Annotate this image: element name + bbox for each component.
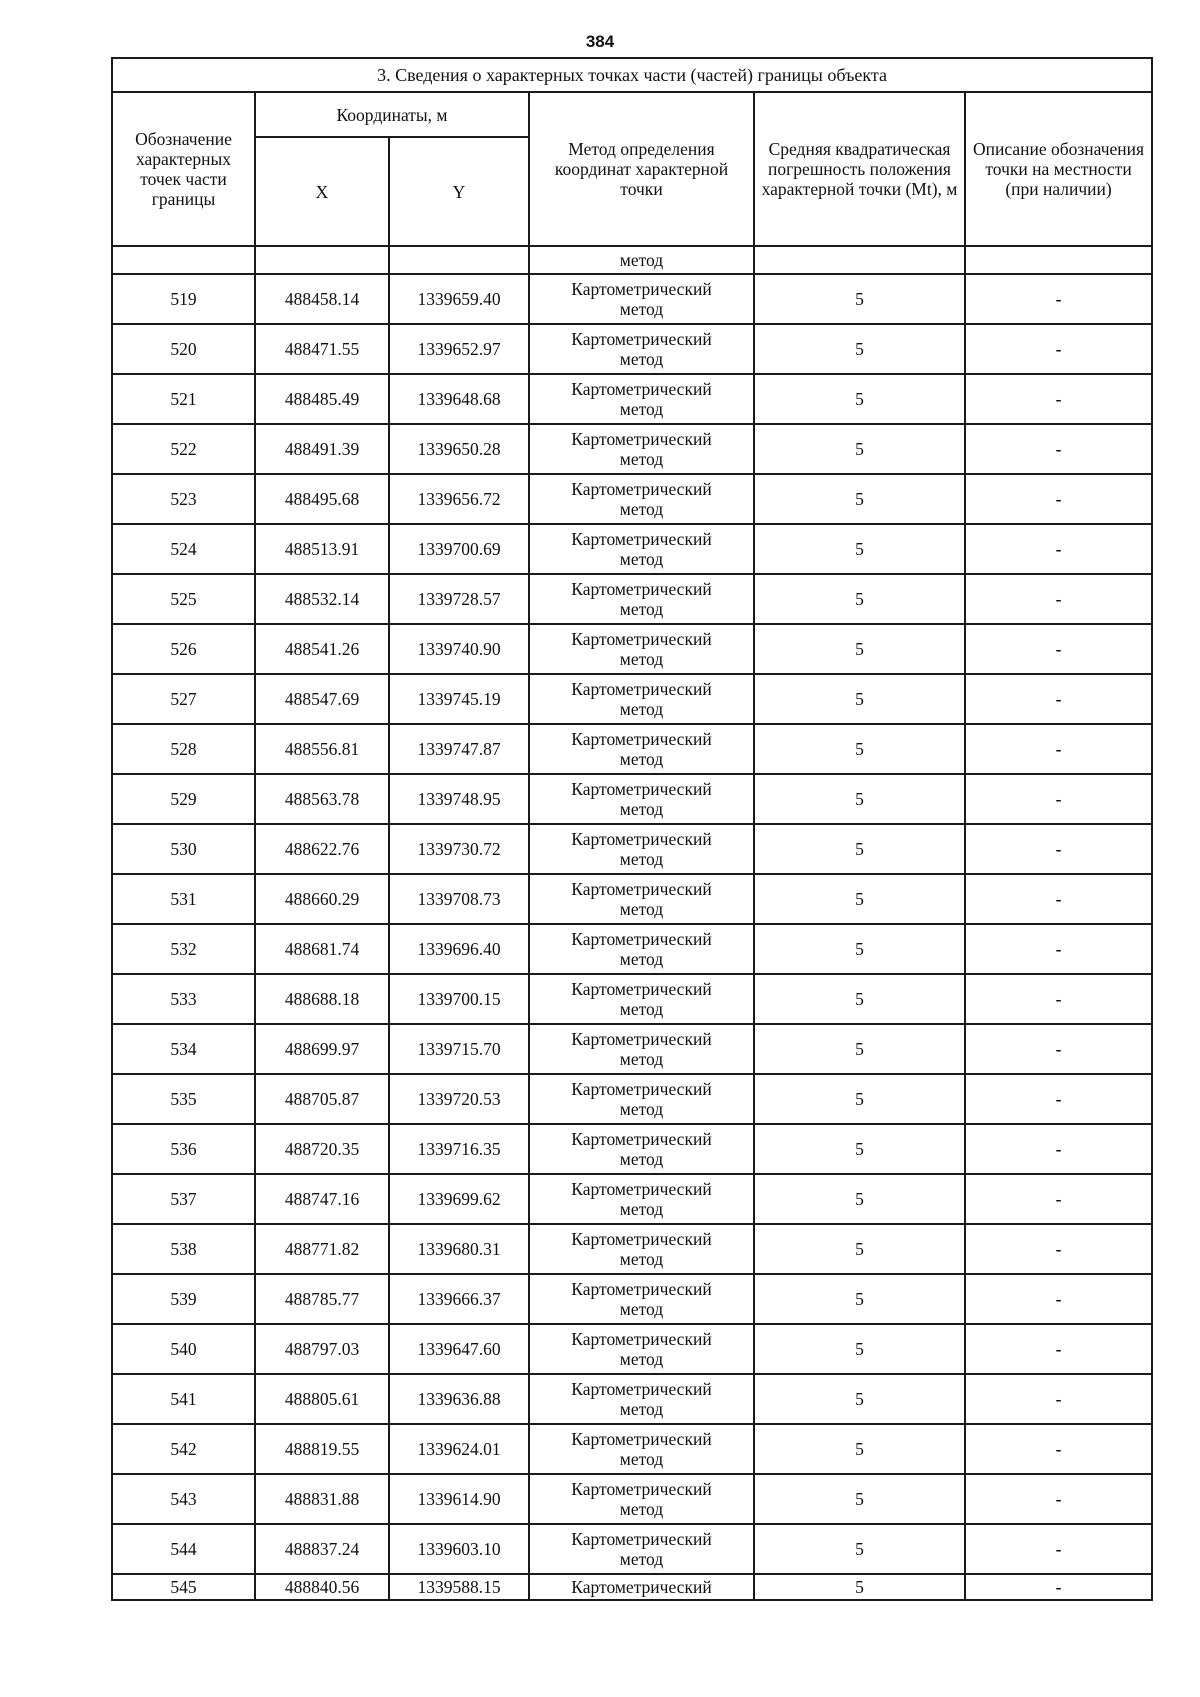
coord-y-cell: 1339636.88 (389, 1374, 529, 1424)
header-x: X (255, 137, 389, 246)
header-error: Средняя квадратическая погрешность положения характерной точки (Mt), м (754, 92, 965, 246)
description-cell: - (965, 874, 1152, 924)
error-cell: 5 (754, 574, 965, 624)
description-cell: - (965, 1574, 1152, 1600)
error-cell: 5 (754, 324, 965, 374)
method-line-2: метод (619, 699, 664, 719)
coord-y-cell: 1339614.90 (389, 1474, 529, 1524)
coord-x-cell: 488660.29 (255, 874, 389, 924)
table-row (112, 1224, 1152, 1274)
method-cell (529, 624, 754, 674)
description-cell: - (965, 724, 1152, 774)
coord-x-cell: 488720.35 (255, 1124, 389, 1174)
error-cell: 5 (754, 774, 965, 824)
error-cell: 5 (754, 1074, 965, 1124)
error-cell: 5 (754, 1474, 965, 1524)
point-id-cell: 525 (112, 574, 255, 624)
method-line-1: Картометрический (571, 1577, 712, 1597)
point-id-cell: 537 (112, 1174, 255, 1224)
point-id-cell: 543 (112, 1474, 255, 1524)
point-id-cell: 542 (112, 1424, 255, 1474)
point-id-cell: 520 (112, 324, 255, 374)
header-row-1 (112, 92, 1152, 137)
coord-y-cell: 1339624.01 (389, 1424, 529, 1474)
method-cell (529, 724, 754, 774)
point-id-cell: 532 (112, 924, 255, 974)
method-line-2: метод (619, 1399, 664, 1419)
method-cell (529, 924, 754, 974)
method-cell (529, 1524, 754, 1574)
coord-x-cell: 488840.56 (255, 1574, 389, 1600)
method-line-1: Картометрический (571, 1129, 712, 1149)
method-cell (529, 324, 754, 374)
description-cell: - (965, 1224, 1152, 1274)
method-line-1: Картометрический (571, 729, 712, 749)
coord-x-cell: 488819.55 (255, 1424, 389, 1474)
point-id-cell: 541 (112, 1374, 255, 1424)
table-row (112, 424, 1152, 474)
table-row (112, 474, 1152, 524)
method-line-1: Картометрический (571, 429, 712, 449)
coord-y-cell: 1339652.97 (389, 324, 529, 374)
table-row (112, 774, 1152, 824)
method-cell (529, 1024, 754, 1074)
error-cell: 5 (754, 924, 965, 974)
point-id-cell: 531 (112, 874, 255, 924)
method-line-2: метод (619, 649, 664, 669)
description-cell: - (965, 1174, 1152, 1224)
header-point: Обозначение характерных точек части границы (112, 92, 255, 246)
error-cell: 5 (754, 1424, 965, 1474)
description-cell: - (965, 824, 1152, 874)
coord-x-cell: 488563.78 (255, 774, 389, 824)
method-line-1: Картометрический (571, 579, 712, 599)
point-id-cell: 545 (112, 1574, 255, 1600)
coord-y-cell: 1339699.62 (389, 1174, 529, 1224)
method-cell (529, 774, 754, 824)
coord-y-cell: 1339648.68 (389, 374, 529, 424)
description-cell: - (965, 1474, 1152, 1524)
table-row (112, 1074, 1152, 1124)
error-cell: 5 (754, 424, 965, 474)
method-cell (529, 1574, 754, 1600)
description-cell: - (965, 774, 1152, 824)
coord-x-cell: 488556.81 (255, 724, 389, 774)
method-cell (529, 274, 754, 324)
error-cell: 5 (754, 474, 965, 524)
point-id-cell: 540 (112, 1324, 255, 1374)
table-row (112, 324, 1152, 374)
method-line-1: Картометрический (571, 679, 712, 699)
description-cell: - (965, 1274, 1152, 1324)
coord-x-cell: 488458.14 (255, 274, 389, 324)
method-line-2: метод (619, 849, 664, 869)
method-cell (529, 1374, 754, 1424)
error-cell: 5 (754, 874, 965, 924)
description-cell: - (965, 474, 1152, 524)
method-cell (529, 1124, 754, 1174)
method-line-1: Картометрический (571, 329, 712, 349)
method-cell (529, 374, 754, 424)
method-line-1: Картометрический (571, 279, 712, 299)
error-cell: 5 (754, 1224, 965, 1274)
method-cell (529, 1174, 754, 1224)
coord-y-cell: 1339745.19 (389, 674, 529, 724)
method-line-2: метод (619, 549, 664, 569)
continuation-cell-method: метод (529, 246, 754, 274)
coord-x-cell: 488771.82 (255, 1224, 389, 1274)
method-line-1: Картометрический (571, 529, 712, 549)
method-cell (529, 1474, 754, 1524)
error-cell: 5 (754, 674, 965, 724)
method-line-2: метод (619, 299, 664, 319)
coord-y-cell: 1339728.57 (389, 574, 529, 624)
description-cell: - (965, 1324, 1152, 1374)
coord-y-cell: 1339716.35 (389, 1124, 529, 1174)
coord-y-cell: 1339730.72 (389, 824, 529, 874)
method-line-1: Картометрический (571, 1179, 712, 1199)
description-cell: - (965, 924, 1152, 974)
point-id-cell: 522 (112, 424, 255, 474)
description-cell: - (965, 574, 1152, 624)
method-line-2: метод (619, 499, 664, 519)
method-line-1: Картометрический (571, 1079, 712, 1099)
error-cell: 5 (754, 1374, 965, 1424)
description-cell: - (965, 624, 1152, 674)
method-line-2: метод (619, 949, 664, 969)
method-cell (529, 1324, 754, 1374)
method-line-1: Картометрический (571, 1029, 712, 1049)
coord-y-cell: 1339747.87 (389, 724, 529, 774)
table-row (112, 1274, 1152, 1324)
table-row (112, 824, 1152, 874)
method-cell (529, 1424, 754, 1474)
error-cell: 5 (754, 1174, 965, 1224)
method-line-1: Картометрический (571, 829, 712, 849)
point-id-cell: 534 (112, 1024, 255, 1074)
method-line-2: метод (619, 999, 664, 1019)
error-cell: 5 (754, 374, 965, 424)
method-cell (529, 574, 754, 624)
coord-y-cell: 1339700.15 (389, 974, 529, 1024)
table-row (112, 974, 1152, 1024)
method-line-2: метод (619, 1349, 664, 1369)
table-row (112, 1574, 1152, 1600)
method-line-2: метод (619, 399, 664, 419)
table-row (112, 374, 1152, 424)
coord-x-cell: 488532.14 (255, 574, 389, 624)
point-id-cell: 535 (112, 1074, 255, 1124)
method-cell (529, 974, 754, 1024)
table-row (112, 1324, 1152, 1374)
page-number: 384 (585, 32, 615, 51)
point-id-cell: 529 (112, 774, 255, 824)
error-cell: 5 (754, 1524, 965, 1574)
table-row (112, 724, 1152, 774)
continuation-cell-x (255, 246, 389, 274)
boundary-points-table (111, 57, 1153, 1601)
error-cell: 5 (754, 1574, 965, 1600)
method-line-1: Картометрический (571, 379, 712, 399)
point-id-cell: 524 (112, 524, 255, 574)
table-row (112, 1424, 1152, 1474)
table-row (112, 624, 1152, 674)
continuation-row (112, 246, 1152, 274)
table-row (112, 1374, 1152, 1424)
method-line-2: метод (619, 1049, 664, 1069)
method-line-2: метод (619, 1449, 664, 1469)
coord-x-cell: 488491.39 (255, 424, 389, 474)
coord-y-cell: 1339650.28 (389, 424, 529, 474)
point-id-cell: 536 (112, 1124, 255, 1174)
coord-y-cell: 1339647.60 (389, 1324, 529, 1374)
coord-y-cell: 1339748.95 (389, 774, 529, 824)
table-row (112, 874, 1152, 924)
description-cell: - (965, 424, 1152, 474)
error-cell: 5 (754, 274, 965, 324)
error-cell: 5 (754, 1274, 965, 1324)
method-line-1: Картометрический (571, 1329, 712, 1349)
coord-x-cell: 488785.77 (255, 1274, 389, 1324)
coord-x-cell: 488495.68 (255, 474, 389, 524)
point-id-cell: 528 (112, 724, 255, 774)
method-line-2: метод (619, 1249, 664, 1269)
table-row (112, 524, 1152, 574)
coord-x-cell: 488688.18 (255, 974, 389, 1024)
coord-y-cell: 1339680.31 (389, 1224, 529, 1274)
description-cell: - (965, 374, 1152, 424)
method-line-1: Картометрический (571, 1529, 712, 1549)
coord-y-cell: 1339656.72 (389, 474, 529, 524)
continuation-cell-description (965, 246, 1152, 274)
point-id-cell: 538 (112, 1224, 255, 1274)
coord-x-cell: 488797.03 (255, 1324, 389, 1374)
coord-y-cell: 1339700.69 (389, 524, 529, 574)
error-cell: 5 (754, 624, 965, 674)
continuation-cell-error (754, 246, 965, 274)
method-cell (529, 874, 754, 924)
method-line-2: метод (619, 1549, 664, 1569)
coord-y-cell: 1339588.15 (389, 1574, 529, 1600)
coord-x-cell: 488681.74 (255, 924, 389, 974)
method-line-2: метод (619, 1299, 664, 1319)
error-cell: 5 (754, 1024, 965, 1074)
description-cell: - (965, 1374, 1152, 1424)
method-line-1: Картометрический (571, 979, 712, 999)
method-line-2: метод (619, 899, 664, 919)
point-id-cell: 526 (112, 624, 255, 674)
coord-x-cell: 488837.24 (255, 1524, 389, 1574)
coord-x-cell: 488547.69 (255, 674, 389, 724)
method-line-1: Картометрический (571, 779, 712, 799)
method-line-2: метод (619, 1149, 664, 1169)
method-line-2: метод (619, 749, 664, 769)
coord-x-cell: 488705.87 (255, 1074, 389, 1124)
point-id-cell: 533 (112, 974, 255, 1024)
method-cell (529, 824, 754, 874)
coord-y-cell: 1339603.10 (389, 1524, 529, 1574)
error-cell: 5 (754, 1124, 965, 1174)
table-title: 3. Сведения о характерных точках части (частей) границы объекта (112, 58, 1152, 92)
header-description: Описание обозначения точки на местности (при наличии) (965, 92, 1152, 246)
coord-y-cell: 1339696.40 (389, 924, 529, 974)
table-title-row (112, 58, 1152, 92)
method-line-1: Картометрический (571, 1379, 712, 1399)
table-row (112, 1174, 1152, 1224)
point-id-cell: 530 (112, 824, 255, 874)
table-row (112, 1474, 1152, 1524)
method-line-2: метод (619, 349, 664, 369)
error-cell: 5 (754, 1324, 965, 1374)
method-line-2: метод (619, 1499, 664, 1519)
point-id-cell: 521 (112, 374, 255, 424)
description-cell: - (965, 1124, 1152, 1174)
method-line-1: Картометрический (571, 1479, 712, 1499)
method-cell (529, 474, 754, 524)
method-line-1: Картометрический (571, 1229, 712, 1249)
error-cell: 5 (754, 974, 965, 1024)
method-line-2: метод (619, 449, 664, 469)
coord-x-cell: 488513.91 (255, 524, 389, 574)
point-id-cell: 539 (112, 1274, 255, 1324)
description-cell: - (965, 1074, 1152, 1124)
description-cell: - (965, 1024, 1152, 1074)
method-line-1: Картометрический (571, 929, 712, 949)
method-line-1: Картометрический (571, 1429, 712, 1449)
coord-y-cell: 1339659.40 (389, 274, 529, 324)
description-cell: - (965, 1424, 1152, 1474)
coord-y-cell: 1339720.53 (389, 1074, 529, 1124)
method-line-2: метод (619, 799, 664, 819)
table-row (112, 674, 1152, 724)
header-coords: Координаты, м (255, 92, 529, 137)
method-cell (529, 1274, 754, 1324)
coord-y-cell: 1339740.90 (389, 624, 529, 674)
method-cell (529, 524, 754, 574)
error-cell: 5 (754, 724, 965, 774)
coord-x-cell: 488805.61 (255, 1374, 389, 1424)
point-id-cell: 527 (112, 674, 255, 724)
description-cell: - (965, 674, 1152, 724)
coord-y-cell: 1339715.70 (389, 1024, 529, 1074)
table-row (112, 1024, 1152, 1074)
error-cell: 5 (754, 524, 965, 574)
point-id-cell: 544 (112, 1524, 255, 1574)
description-cell: - (965, 524, 1152, 574)
coord-x-cell: 488485.49 (255, 374, 389, 424)
description-cell: - (965, 1524, 1152, 1574)
method-cell (529, 1074, 754, 1124)
method-cell (529, 424, 754, 474)
point-id-cell: 519 (112, 274, 255, 324)
method-line-1: Картометрический (571, 629, 712, 649)
table-row (112, 574, 1152, 624)
method-line-2: метод (619, 1199, 664, 1219)
continuation-cell-point (112, 246, 255, 274)
header-y: Y (389, 137, 529, 246)
table-row (112, 1124, 1152, 1174)
method-cell (529, 1224, 754, 1274)
coord-x-cell: 488831.88 (255, 1474, 389, 1524)
table-row (112, 1524, 1152, 1574)
continuation-cell-y (389, 246, 529, 274)
point-id-cell: 523 (112, 474, 255, 524)
description-cell: - (965, 274, 1152, 324)
error-cell: 5 (754, 824, 965, 874)
table-row (112, 274, 1152, 324)
coord-x-cell: 488622.76 (255, 824, 389, 874)
coord-y-cell: 1339708.73 (389, 874, 529, 924)
table-row (112, 924, 1152, 974)
method-line-1: Картометрический (571, 479, 712, 499)
method-line-1: Картометрический (571, 879, 712, 899)
coord-x-cell: 488747.16 (255, 1174, 389, 1224)
method-line-2: метод (619, 599, 664, 619)
method-line-1: Картометрический (571, 1279, 712, 1299)
description-cell: - (965, 324, 1152, 374)
header-method: Метод определения координат характерной точки (529, 92, 754, 246)
description-cell: - (965, 974, 1152, 1024)
coord-x-cell: 488471.55 (255, 324, 389, 374)
method-line-2: метод (619, 1099, 664, 1119)
coord-x-cell: 488541.26 (255, 624, 389, 674)
method-cell (529, 674, 754, 724)
coord-x-cell: 488699.97 (255, 1024, 389, 1074)
coord-y-cell: 1339666.37 (389, 1274, 529, 1324)
